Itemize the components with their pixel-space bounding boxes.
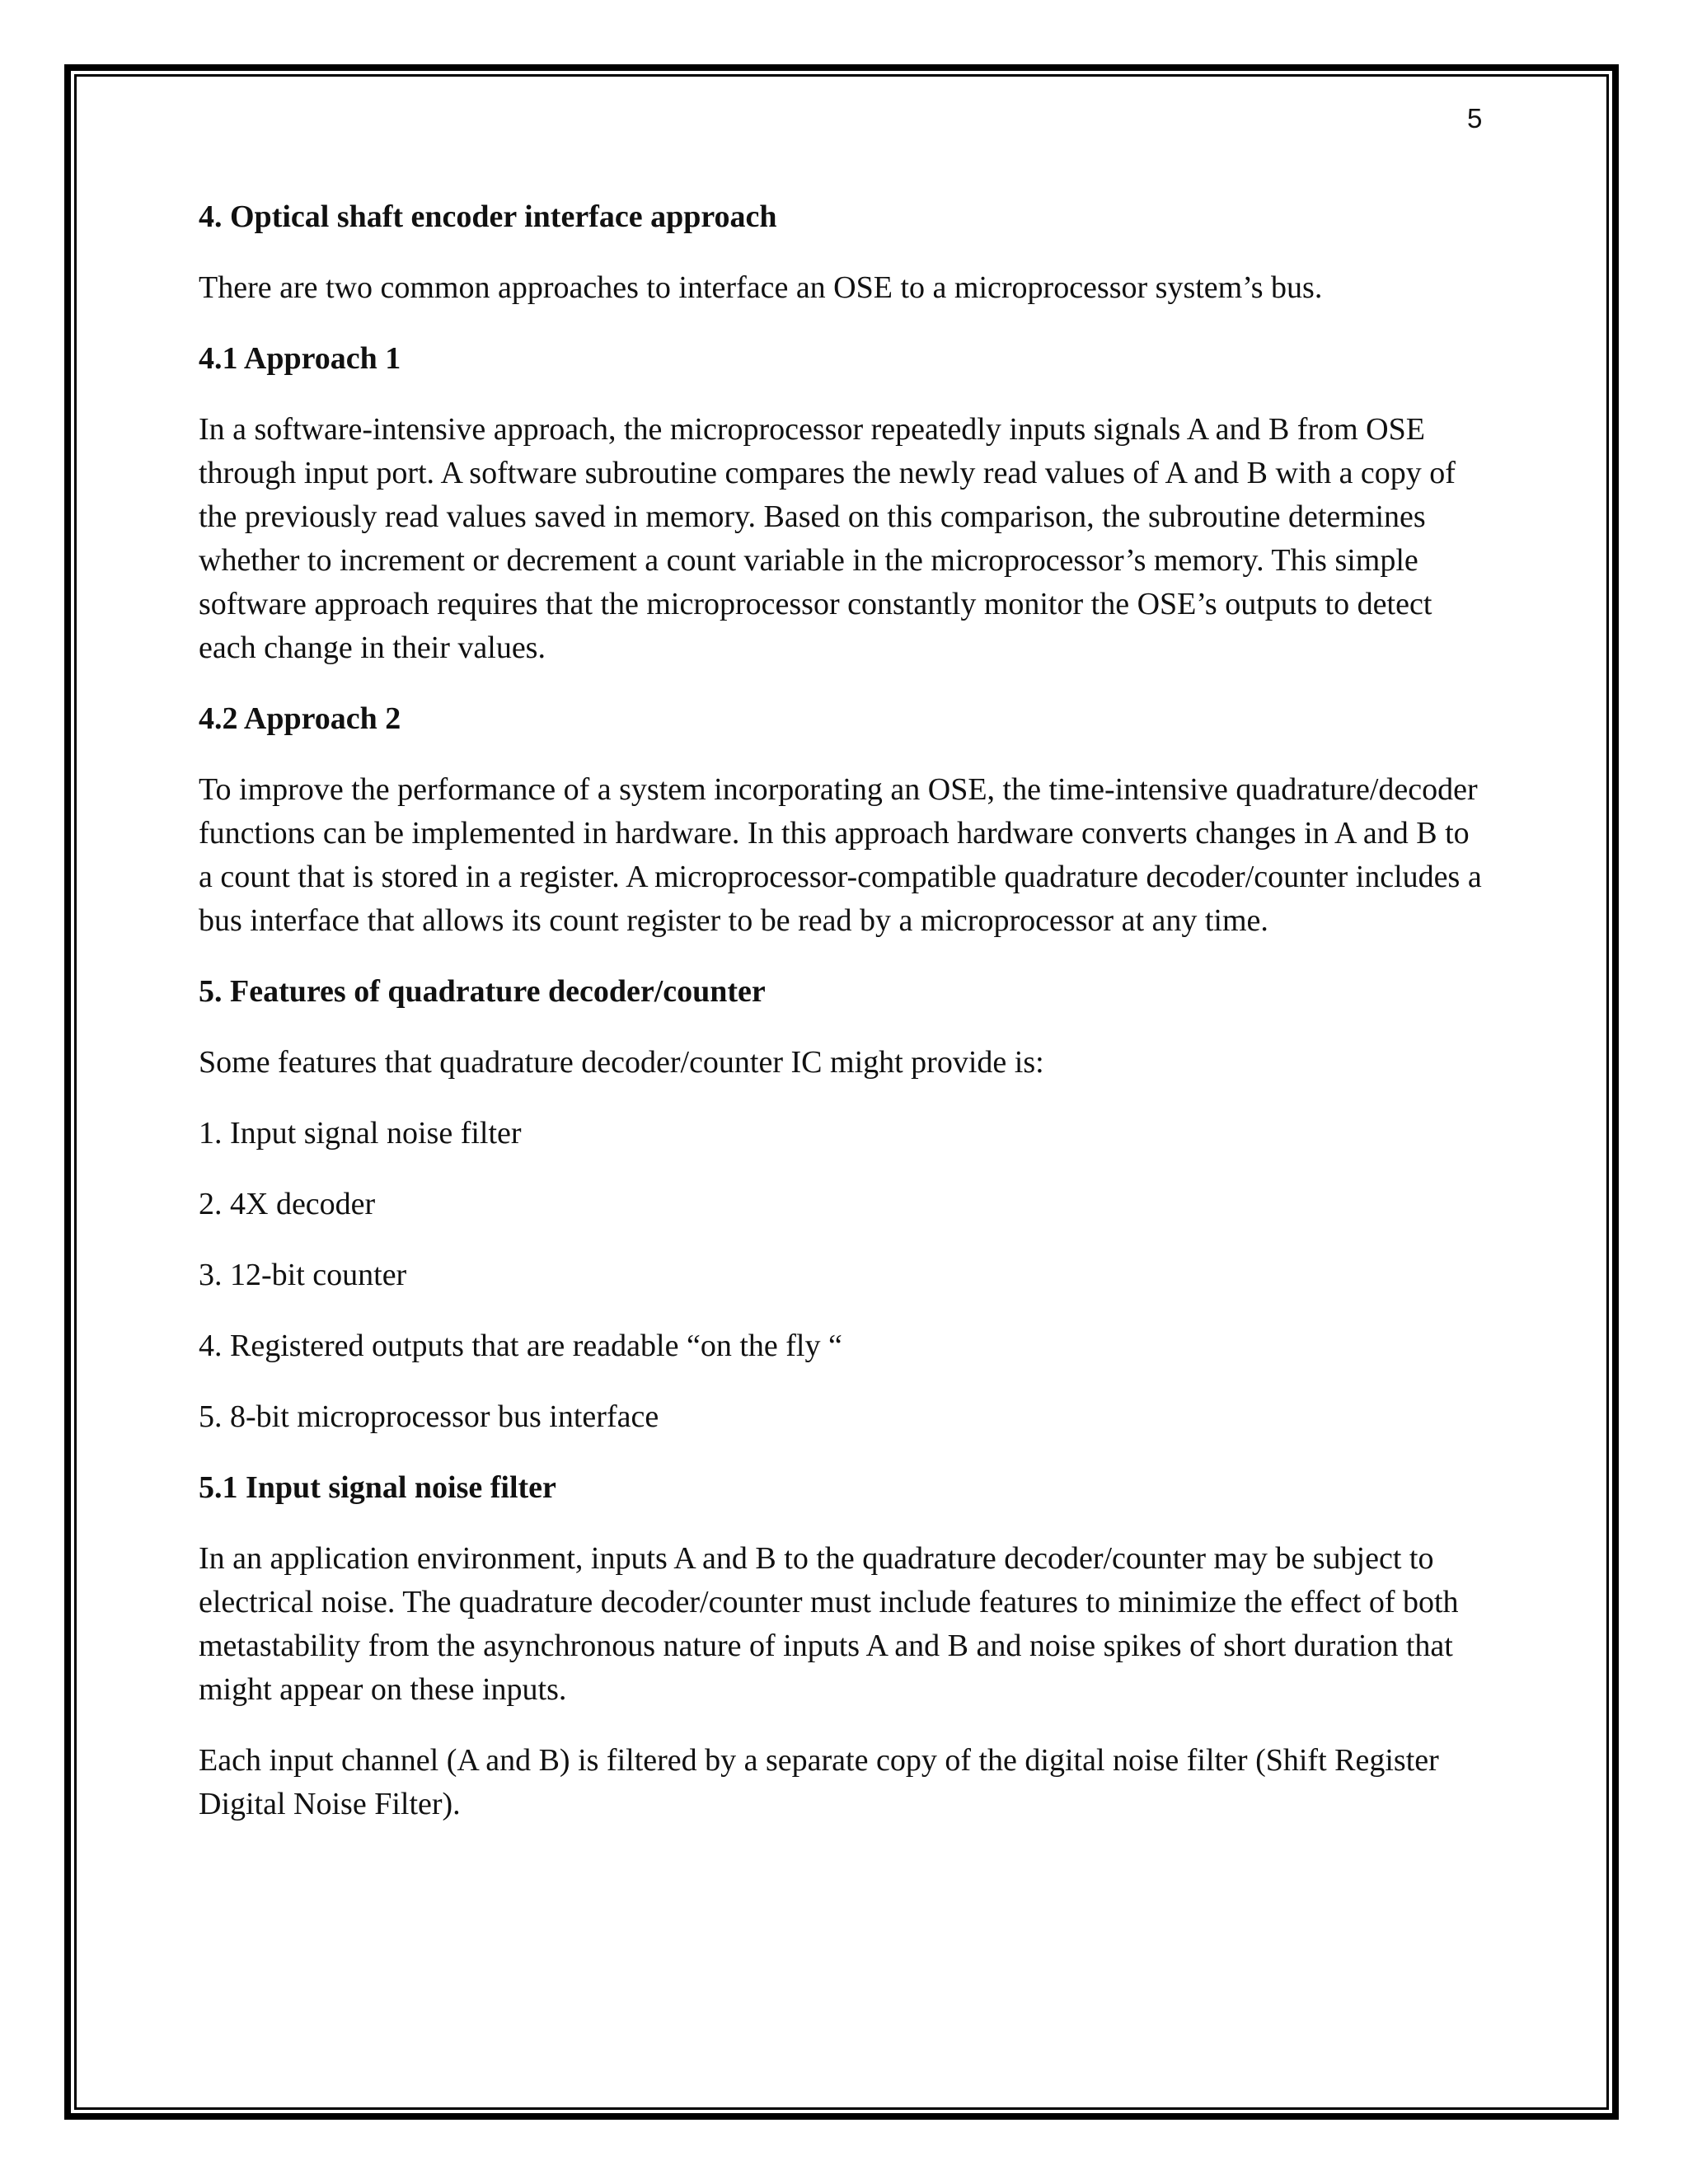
feature-list-item: 1. Input signal noise filter [199,1116,522,1151]
document-body [199,195,1489,1854]
feature-list-item: 3. 12-bit counter [199,1258,407,1292]
section-4-2-heading: 4.2 Approach 2 [199,701,401,736]
feature-list-item: 4. Registered outputs that are readable “on the fly “ [199,1329,842,1363]
section-4-1-body: In a software-intensive approach, the microprocessor repeatedly inputs signals A and B from OSE through input port. A software subroutine compares the newly read values of A and B with a copy of the previously read values saved in memory. Based on this comparison, the subroutine determines whether to increment or decrement a count variable in the microprocessor’s memory. This simple software approach requires that the microprocessor constantly monitor the OSE’s outputs to detect each change in their values. [199,412,1456,665]
section-4-2-body: To improve the performance of a system incorporating an OSE, the time-intensive quadrature/decoder functions can be implemented in hardware. In this approach hardware converts changes in A and B to a count that is stored in a register. A microprocessor-compatible quadrature decoder/counter includes a bus interface that allows its count register to be read by a microprocessor at any time. [199,772,1482,938]
section-4-1-heading: 4.1 Approach 1 [199,341,401,376]
section-5-1-body-1: In an application environment, inputs A and B to the quadrature decoder/counter may be subject to electrical noise. The quadrature decoder/counter must include features to minimize the effect of both metastability from the asynchronous nature of inputs A and B and noise spikes of short duration that might appear on these inputs. [199,1541,1459,1707]
section-4-heading: 4. Optical shaft encoder interface approach [199,199,777,234]
section-5-1-body-2: Each input channel (A and B) is filtered by a separate copy of the digital noise filter (Shift Register Digital Noise Filter). [199,1743,1439,1821]
feature-list-item: 2. 4X decoder [199,1187,376,1221]
section-5-intro: Some features that quadrature decoder/counter IC might provide is: [199,1045,1044,1080]
feature-list-item: 5. 8-bit microprocessor bus interface [199,1399,659,1434]
page-number: 5 [1467,103,1483,134]
section-5-1-heading: 5.1 Input signal noise filter [199,1470,556,1505]
section-4-intro: There are two common approaches to interface an OSE to a microprocessor system’s bus. [199,270,1323,305]
section-5-heading: 5. Features of quadrature decoder/counter [199,974,766,1009]
